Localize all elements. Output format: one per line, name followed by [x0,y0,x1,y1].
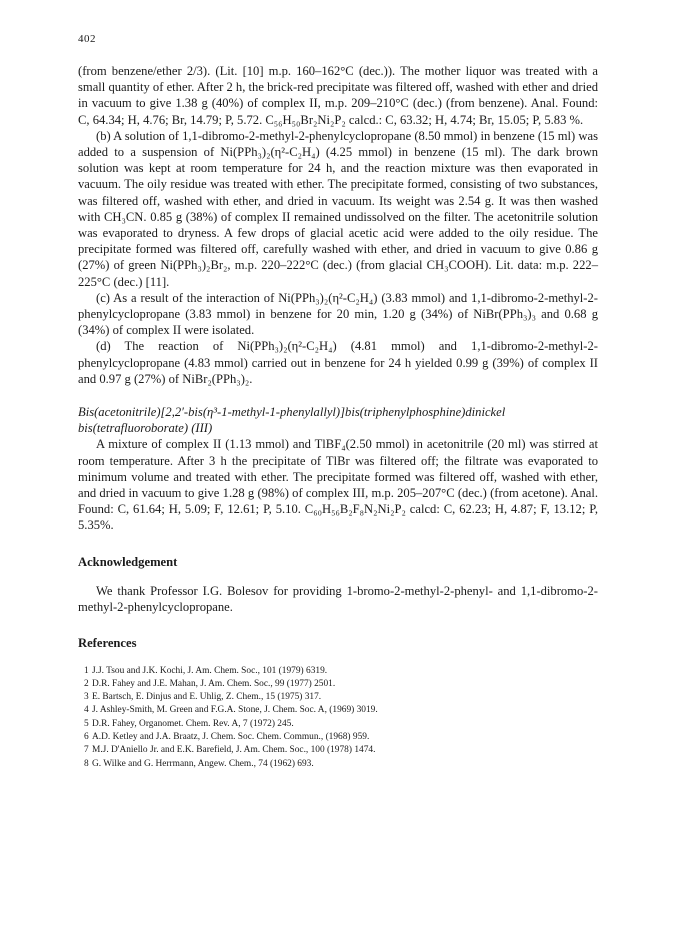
reference-item [78,665,598,678]
reference-number: 5 [84,718,89,729]
reference-number: 2 [84,678,89,689]
reference-text: J. Ashley-Smith, M. Green and F.G.A. Stone, J. Chem. Soc. A, (1969) 3019. [92,705,378,716]
reference-text: J.J. Tsou and J.K. Kochi, J. Am. Chem. Soc., 101 (1979) 6319. [92,665,328,676]
reference-item [78,758,598,771]
reference-item [78,678,598,691]
paragraph-complex-iii: A mixture of complex II (1.13 mmol) and TlBF₄(2.50 mmol) in acetonitrile (20 ml) was stirred at room temperature. After 3 h the precipitate of TlBr was filtered off; the filtrate was evaporated to minimum volume and treated with ether. The precipitate formed was filtered off, washed with ether, and dried in vacuum to give 1.28 g (98%) of complex III, m.p. 205–207°C (dec.) (from acetone). Anal. Found: C, 61.64; H, 5.09; F, 12.61; P, 5.10. C₆₀H₅₆B₂F₈N₂Ni₂P₂ calcd: C, 62.23; H, 4.87; F, 13.12; P, 5.35%. [78,437,598,533]
reference-item [78,718,598,731]
reference-text: E. Bartsch, E. Dinjus and E. Uhlig, Z. Chem., 15 (1975) 317. [92,692,322,703]
reference-item [78,731,598,744]
paragraph-procedure-d: (d) The reaction of Ni(PPh₃)₂(η²-C₂H₄) (4.81 mmol) and 1,1-dibromo-2-methyl-2-phenylcyclopropane (4.83 mmol) carried out in benzene for 24 h yielded 0.99 g (39%) of complex II and 0.97 g (27%) of NiBr₂(PPh₃)₂. [78,339,598,386]
reference-number: 3 [84,692,89,703]
reference-number: 4 [84,705,89,716]
reference-text: D.R. Fahey and J.E. Mahan, J. Am. Chem. Soc., 99 (1977) 2501. [92,678,336,689]
reference-number: 7 [84,745,89,756]
reference-text: M.J. D'Aniello Jr. and E.K. Barefield, J. Am. Chem. Soc., 100 (1978) 1474. [92,745,376,756]
reference-item [78,704,598,717]
paragraph-procedure-b: (b) A solution of 1,1-dibromo-2-methyl-2-phenylcyclopropane (8.50 mmol) in benzene (15 ml) was added to a suspension of Ni(PPh₃)₂(η²-C₂H₄) (4.25 mmol) in benzene (15 ml). The dark brown solution was kept at room temperature for 24 h, and the reaction mixture was then evaporated in vacuum. The oily residue was treated with ether. The precipitate formed, consisting of two substances, was filtered off, washed with ether, and dried in vacuum. Its weight was 2.54 g. It was then washed with CH₃CN. 0.85 g (38%) of complex II remained undissolved on the filter. The acetonitrile solution was evaporated to dryness. A few drops of glacial acetic acid were added to the oily residue. The precipitate formed was filtered off, carefully washed with ether, and dried in vacuum to give 0.86 g (27%) of green Ni(PPh₃)₂Br₂, m.p. 220–222°C (dec.) (from glacial CH₃COOH). Lit. data: m.p. 222–225°C (dec.) [11]. [78,128,598,289]
reference-number: 1 [84,665,89,676]
reference-number: 6 [84,731,89,742]
paragraph-procedure-c: (c) As a result of the interaction of Ni(PPh₃)₂(η²-C₂H₄) (3.83 mmol) and 1,1-dibromo-2-methyl-2-phenylcyclopropane (3.83 mmol) in benzene for 20 min, 1.20 g (34%) of NiBr(PPh₃)₃ and 0.68 g (34%) of complex II were isolated. [78,290,598,338]
article-body [78,63,598,771]
references-heading: References [78,636,137,651]
reference-text: D.R. Fahey, Organomet. Chem. Rev. A, 7 (1972) 245. [92,718,294,729]
reference-item [78,744,598,757]
reference-number: 8 [84,758,89,769]
acknowledgement-text: We thank Professor I.G. Bolesov for providing 1-bromo-2-methyl-2-phenyl- and 1,1-dibromo-2-methyl-2-phenylcyclopropane. [78,583,598,615]
compound-section-title: Bis(acetonitrile)[2,2′-bis(η³-1-methyl-1-phenylallyl)]bis(triphenylphosphine)dinickel bis(tetrafluoroborate) (III) [78,405,506,436]
paragraph-continuation: (from benzene/ether 2/3). (Lit. [10] m.p. 160–162°C (dec.)). The mother liquor was treated with a small quantity of ether. After 2 h, the brick-red precipitate was filtered off, washed with ether and dried in vacuum to give 1.38 g (40%) of complex II, m.p. 209–210°C (dec.) (from benzene). Anal. Found: C, 64.34; H, 4.76; Br, 14.79; P, 5.72. C₅₆H₅₀Br₂Ni₂P₂ calcd.: C, 63.32; H, 4.74; Br, 15.05; P, 5.83 %. [78,64,598,127]
reference-list [78,665,598,771]
acknowledgement-heading: Acknowledgement [78,554,178,569]
reference-text: A.D. Ketley and J.A. Braatz, J. Chem. Soc. Chem. Commun., (1968) 959. [92,731,370,742]
page-number: 402 [78,33,96,45]
reference-text: G. Wilke and G. Herrmann, Angew. Chem., 74 (1962) 693. [92,758,314,769]
reference-item [78,691,598,704]
